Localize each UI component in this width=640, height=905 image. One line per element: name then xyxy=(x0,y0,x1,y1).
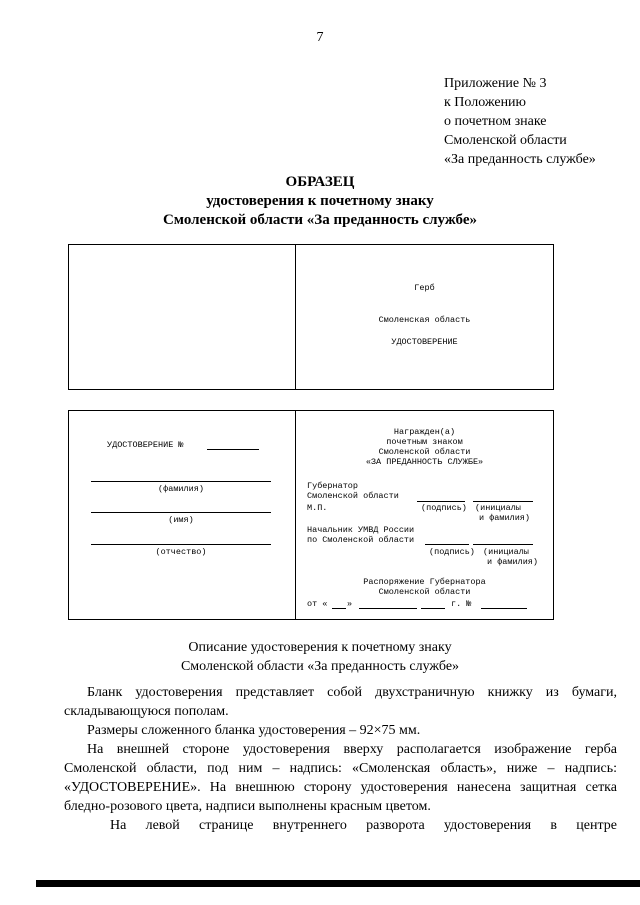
description-body xyxy=(64,683,617,835)
word: странице xyxy=(199,818,254,833)
word: в xyxy=(550,818,557,833)
surname-line xyxy=(91,481,271,482)
certificate-number-label: УДОСТОВЕРЕНИЕ № xyxy=(107,440,184,450)
paragraph: Бланк удостоверения представляет собой двухстраничную книжку из бумаги, складывающуюся пополам. xyxy=(64,685,617,719)
awarded-line: Награжден(а) xyxy=(393,427,456,437)
governor-signature-line xyxy=(417,501,465,502)
certificate-number-line xyxy=(207,449,259,450)
signature-caption: (подпись) xyxy=(429,547,475,557)
order-line: Распоряжение Губернатора xyxy=(363,577,486,587)
description-title-line: Описание удостоверения к почетному знаку xyxy=(188,640,452,655)
appendix-line: о почетном знаке xyxy=(444,114,547,129)
surname-caption: (фамилия) xyxy=(158,484,204,494)
awarded-line: «ЗА ПРЕДАННОСТЬ СЛУЖБЕ» xyxy=(365,457,484,467)
title-line: удостоверения к почетному знаку xyxy=(206,193,434,209)
year-number-label: г. № xyxy=(451,599,472,609)
paragraph: На внешней стороне удостоверения вверху располагается изображение герба Смоленской области, под ним – надпись: «Смоленская область», ниже – надпись: «УДОСТОВЕРЕНИЕ». На внешнюю сторону удостоверения нанесена защитная сетка бледно-розового цвета, надписи выполнены красным цветом. xyxy=(64,742,617,814)
certificate-title: УДОСТОВЕРЕНИЕ xyxy=(391,337,458,347)
name-line xyxy=(91,512,271,513)
chief-name-line xyxy=(473,544,533,545)
appendix-line: Смоленской области xyxy=(444,133,567,148)
patronymic-caption: (отчество) xyxy=(155,547,207,557)
appendix-block xyxy=(444,74,596,169)
certificate-inner-form xyxy=(68,410,554,620)
seal-label: М.П. xyxy=(307,503,328,513)
coat-of-arms-label: Герб xyxy=(414,283,435,293)
title-line: ОБРАЗЕЦ xyxy=(285,174,355,190)
awarded-line: Смоленской области xyxy=(378,447,471,457)
word: удостоверения xyxy=(444,818,532,833)
appendix-line: Приложение № 3 xyxy=(444,76,547,91)
description-title-line: Смоленской области «За преданность службе» xyxy=(180,659,460,674)
chief-line: Начальник УМВД России xyxy=(307,525,415,535)
region-label: Смоленская область xyxy=(378,315,471,325)
signature-caption: (подпись) xyxy=(421,503,467,513)
surname-caption: и фамилия) xyxy=(487,557,539,567)
document-title xyxy=(0,173,640,230)
order-number-line xyxy=(481,608,527,609)
chief-signature-line xyxy=(425,544,469,545)
chief-line: по Смоленской области xyxy=(307,535,415,545)
awarded-line: почетным знаком xyxy=(386,437,463,447)
governor-name-line xyxy=(473,501,533,502)
page-number: 7 xyxy=(316,30,324,45)
word: На xyxy=(110,818,127,833)
date-close-quote: » xyxy=(347,599,353,609)
date-year-line xyxy=(421,608,445,609)
word: центре xyxy=(576,818,617,833)
appendix-line: «За преданность службе» xyxy=(444,152,596,167)
word: внутреннего xyxy=(272,818,347,833)
governor-line: Смоленской области xyxy=(307,491,399,501)
name-caption: (имя) xyxy=(168,515,194,525)
word: разворота xyxy=(366,818,425,833)
certificate-outer-form xyxy=(68,244,554,390)
order-line: Смоленской области xyxy=(378,587,471,597)
date-from-label: от « xyxy=(307,599,328,609)
description-title xyxy=(0,638,640,676)
paragraph-last-line xyxy=(110,816,617,835)
paragraph: Размеры сложенного бланка удостоверения – 92×75 мм. xyxy=(87,723,421,738)
patronymic-line xyxy=(91,544,271,545)
initials-caption: (инициалы xyxy=(475,503,521,513)
date-day-line xyxy=(332,608,346,609)
scan-bottom-bar xyxy=(36,880,640,887)
date-month-line xyxy=(359,608,417,609)
initials-caption: (инициалы xyxy=(483,547,529,557)
word: левой xyxy=(145,818,180,833)
title-line: Смоленской области «За преданность службе» xyxy=(162,212,478,228)
governor-line: Губернатор xyxy=(307,481,359,491)
surname-caption: и фамилия) xyxy=(479,513,531,523)
appendix-line: к Положению xyxy=(444,95,527,110)
